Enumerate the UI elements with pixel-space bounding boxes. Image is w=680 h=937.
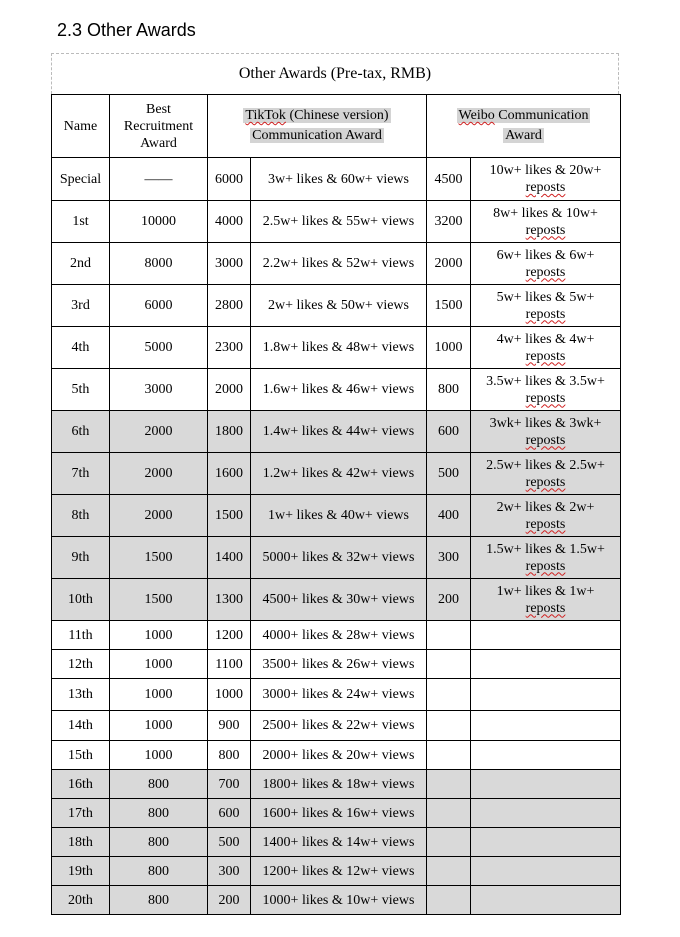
table-row — [52, 579, 621, 621]
recruitment-amount: 800 — [110, 886, 208, 915]
weibo-requirement — [471, 369, 621, 411]
table-row — [52, 679, 621, 711]
rank-name: 9th — [52, 537, 110, 579]
table-row — [52, 495, 621, 537]
rank-name: 17th — [52, 799, 110, 828]
rank-name: 10th — [52, 579, 110, 621]
weibo-requirement — [471, 537, 621, 579]
recruitment-amount: 1000 — [110, 679, 208, 711]
recruitment-amount: 8000 — [110, 243, 208, 285]
weibo-amount — [427, 711, 471, 741]
weibo-requirement-line2: reposts — [525, 348, 566, 364]
recruitment-amount: 2000 — [110, 495, 208, 537]
weibo-amount — [427, 650, 471, 679]
awards-table-body — [52, 158, 621, 915]
tiktok-amount: 300 — [208, 857, 251, 886]
weibo-requirement — [471, 453, 621, 495]
recruitment-amount: 1000 — [110, 711, 208, 741]
tiktok-requirement: 2500+ likes & 22w+ views — [251, 711, 427, 741]
weibo-amount — [427, 857, 471, 886]
tiktok-amount: 700 — [208, 770, 251, 799]
weibo-requirement — [471, 621, 621, 650]
rank-name: 20th — [52, 886, 110, 915]
tiktok-requirement: 5000+ likes & 32w+ views — [251, 537, 427, 579]
table-row — [52, 327, 621, 369]
weibo-amount: 2000 — [427, 243, 471, 285]
tiktok-amount: 4000 — [208, 201, 251, 243]
tiktok-header-line1: (Chinese version) — [289, 108, 389, 123]
tiktok-amount: 2800 — [208, 285, 251, 327]
tiktok-requirement: 3w+ likes & 60w+ views — [251, 158, 427, 201]
rank-name: 19th — [52, 857, 110, 886]
weibo-requirement-line2: reposts — [525, 600, 566, 616]
weibo-amount: 800 — [427, 369, 471, 411]
recruitment-amount: 2000 — [110, 453, 208, 495]
rank-name: 3rd — [52, 285, 110, 327]
weibo-amount: 4500 — [427, 158, 471, 201]
weibo-requirement — [471, 741, 621, 770]
tiktok-requirement: 3500+ likes & 26w+ views — [251, 650, 427, 679]
header-row — [52, 95, 621, 158]
weibo-amount — [427, 621, 471, 650]
weibo-amount: 200 — [427, 579, 471, 621]
rank-name: 2nd — [52, 243, 110, 285]
rank-name: 7th — [52, 453, 110, 495]
weibo-requirement-line2: reposts — [525, 180, 566, 195]
tiktok-requirement: 1800+ likes & 18w+ views — [251, 770, 427, 799]
recruitment-amount: 5000 — [110, 327, 208, 369]
recruitment-amount: 1000 — [110, 650, 208, 679]
table-row — [52, 537, 621, 579]
weibo-amount — [427, 741, 471, 770]
tiktok-requirement: 4000+ likes & 28w+ views — [251, 621, 427, 650]
table-row — [52, 828, 621, 857]
table-row — [52, 741, 621, 770]
tiktok-brand: TikTok — [245, 108, 286, 123]
tiktok-amount: 1600 — [208, 453, 251, 495]
awards-table — [51, 94, 621, 915]
weibo-amount: 400 — [427, 495, 471, 537]
tiktok-requirement: 1400+ likes & 14w+ views — [251, 828, 427, 857]
weibo-amount: 1000 — [427, 327, 471, 369]
table-row — [52, 886, 621, 915]
tiktok-amount: 1800 — [208, 411, 251, 453]
weibo-requirement — [471, 285, 621, 327]
weibo-requirement-line2: reposts — [525, 306, 566, 322]
weibo-amount — [427, 679, 471, 711]
recruitment-amount: 10000 — [110, 201, 208, 243]
tiktok-requirement: 1000+ likes & 10w+ views — [251, 886, 427, 915]
table-row — [52, 411, 621, 453]
weibo-requirement-line2: reposts — [525, 264, 566, 280]
tiktok-requirement: 1.2w+ likes & 42w+ views — [251, 453, 427, 495]
tiktok-requirement: 1200+ likes & 12w+ views — [251, 857, 427, 886]
weibo-requirement-line2: reposts — [525, 390, 566, 406]
table-caption: Other Awards (Pre-tax, RMB) — [51, 53, 619, 94]
tiktok-requirement: 1.8w+ likes & 48w+ views — [251, 327, 427, 369]
weibo-requirement-line2: reposts — [525, 474, 566, 490]
header-name: Name — [52, 95, 110, 158]
recruitment-amount: 1000 — [110, 741, 208, 770]
table-row — [52, 770, 621, 799]
tiktok-requirement: 3000+ likes & 24w+ views — [251, 679, 427, 711]
weibo-requirement-line1: 10w+ likes & 20w+ — [489, 163, 602, 178]
weibo-requirement-line1: 6w+ likes & 6w+ — [496, 247, 595, 263]
weibo-requirement-line1: 2w+ likes & 2w+ — [496, 499, 595, 515]
rank-name: 15th — [52, 741, 110, 770]
weibo-amount: 1500 — [427, 285, 471, 327]
table-row — [52, 799, 621, 828]
weibo-requirement-line2: reposts — [525, 222, 566, 238]
recruitment-amount: 800 — [110, 857, 208, 886]
weibo-amount — [427, 799, 471, 828]
tiktok-amount: 6000 — [208, 158, 251, 201]
table-row — [52, 158, 621, 201]
header-best-recruitment: Best Recruitment Award — [110, 95, 208, 158]
weibo-requirement — [471, 650, 621, 679]
weibo-requirement — [471, 411, 621, 453]
weibo-amount: 500 — [427, 453, 471, 495]
table-row — [52, 453, 621, 495]
weibo-requirement — [471, 579, 621, 621]
recruitment-amount: 3000 — [110, 369, 208, 411]
table-row — [52, 857, 621, 886]
table-row — [52, 369, 621, 411]
tiktok-amount: 1200 — [208, 621, 251, 650]
rank-name: 5th — [52, 369, 110, 411]
weibo-requirement-line1: 8w+ likes & 10w+ — [493, 205, 598, 221]
weibo-requirement-line1: 2.5w+ likes & 2.5w+ — [486, 457, 605, 473]
weibo-requirement-line2: reposts — [525, 432, 566, 448]
weibo-requirement-line2: reposts — [525, 516, 566, 532]
rank-name: 8th — [52, 495, 110, 537]
rank-name: 4th — [52, 327, 110, 369]
recruitment-amount: 1500 — [110, 537, 208, 579]
tiktok-amount: 3000 — [208, 243, 251, 285]
header-weibo-award — [427, 95, 621, 158]
rank-name: Special — [52, 158, 110, 201]
tiktok-amount: 1500 — [208, 495, 251, 537]
weibo-requirement — [471, 495, 621, 537]
tiktok-requirement: 4500+ likes & 30w+ views — [251, 579, 427, 621]
tiktok-amount: 900 — [208, 711, 251, 741]
tiktok-requirement: 2w+ likes & 50w+ views — [251, 285, 427, 327]
header-tiktok-award — [208, 95, 427, 158]
rank-name: 14th — [52, 711, 110, 741]
weibo-requirement — [471, 158, 621, 201]
tiktok-requirement: 1600+ likes & 16w+ views — [251, 799, 427, 828]
recruitment-amount: 800 — [110, 828, 208, 857]
weibo-amount: 300 — [427, 537, 471, 579]
weibo-requirement-line1: 1.5w+ likes & 1.5w+ — [486, 541, 605, 557]
section-title: 2.3 Other Awards — [57, 20, 196, 40]
weibo-requirement-line1: 4w+ likes & 4w+ — [496, 331, 595, 347]
recruitment-amount: —— — [110, 158, 208, 201]
rank-name: 1st — [52, 201, 110, 243]
recruitment-amount: 800 — [110, 770, 208, 799]
weibo-amount: 3200 — [427, 201, 471, 243]
weibo-requirement — [471, 201, 621, 243]
weibo-requirement-line1: 5w+ likes & 5w+ — [496, 289, 595, 305]
tiktok-requirement: 2.2w+ likes & 52w+ views — [251, 243, 427, 285]
weibo-requirement-line1: 3wk+ likes & 3wk+ — [489, 415, 602, 431]
recruitment-amount: 2000 — [110, 411, 208, 453]
tiktok-amount: 600 — [208, 799, 251, 828]
weibo-amount — [427, 770, 471, 799]
tiktok-amount: 1300 — [208, 579, 251, 621]
weibo-requirement — [471, 679, 621, 711]
weibo-requirement — [471, 711, 621, 741]
weibo-amount — [427, 828, 471, 857]
tiktok-requirement: 1.4w+ likes & 44w+ views — [251, 411, 427, 453]
recruitment-amount: 1000 — [110, 621, 208, 650]
tiktok-amount: 500 — [208, 828, 251, 857]
tiktok-requirement: 2000+ likes & 20w+ views — [251, 741, 427, 770]
table-row — [52, 243, 621, 285]
table-row — [52, 201, 621, 243]
tiktok-amount: 2300 — [208, 327, 251, 369]
recruitment-amount: 1500 — [110, 579, 208, 621]
recruitment-amount: 800 — [110, 799, 208, 828]
weibo-requirement-line1: 3.5w+ likes & 3.5w+ — [486, 373, 605, 389]
table-row — [52, 650, 621, 679]
weibo-requirement — [471, 243, 621, 285]
tiktok-amount: 800 — [208, 741, 251, 770]
rank-name: 13th — [52, 679, 110, 711]
recruitment-amount: 6000 — [110, 285, 208, 327]
rank-name: 12th — [52, 650, 110, 679]
weibo-brand: Weibo — [458, 108, 495, 123]
weibo-requirement — [471, 799, 621, 828]
tiktok-requirement: 1w+ likes & 40w+ views — [251, 495, 427, 537]
tiktok-requirement: 2.5w+ likes & 55w+ views — [251, 201, 427, 243]
rank-name: 16th — [52, 770, 110, 799]
rank-name: 18th — [52, 828, 110, 857]
weibo-header-line2: Award — [505, 128, 542, 143]
weibo-requirement — [471, 857, 621, 886]
tiktok-amount: 200 — [208, 886, 251, 915]
weibo-requirement — [471, 770, 621, 799]
tiktok-requirement: 1.6w+ likes & 46w+ views — [251, 369, 427, 411]
weibo-requirement-line1: 1w+ likes & 1w+ — [496, 583, 595, 599]
tiktok-amount: 1100 — [208, 650, 251, 679]
tiktok-amount: 1400 — [208, 537, 251, 579]
weibo-amount — [427, 886, 471, 915]
weibo-requirement-line2: reposts — [525, 558, 566, 574]
weibo-requirement — [471, 886, 621, 915]
weibo-header-line1: Communication — [498, 108, 589, 123]
weibo-requirement — [471, 327, 621, 369]
table-row — [52, 621, 621, 650]
rank-name: 11th — [52, 621, 110, 650]
tiktok-header-line2: Communication Award — [252, 128, 382, 143]
tiktok-amount: 2000 — [208, 369, 251, 411]
rank-name: 6th — [52, 411, 110, 453]
tiktok-amount: 1000 — [208, 679, 251, 711]
table-row — [52, 711, 621, 741]
weibo-amount: 600 — [427, 411, 471, 453]
table-row — [52, 285, 621, 327]
weibo-requirement — [471, 828, 621, 857]
